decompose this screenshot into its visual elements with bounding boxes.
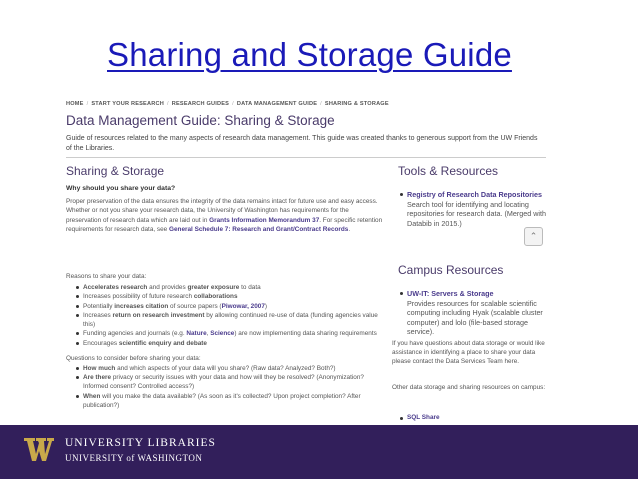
list-item: Are there privacy or security issues with your data and how will they be resolved? (Anonymization? Informed consent? Controlled access?) — [74, 373, 386, 391]
footer-bar — [0, 425, 638, 479]
divider — [66, 157, 546, 158]
breadcrumb-home[interactable]: HOME — [66, 101, 84, 107]
other-resources-list — [398, 414, 440, 421]
scroll-to-top-button[interactable] — [524, 227, 543, 246]
section-heading-campus: Campus Resources — [398, 263, 504, 277]
help-text: If you have questions about data storage or would like assistance in identifying a place to share your data please contact the Data Services Team here. — [392, 340, 545, 366]
tools-list — [398, 190, 548, 228]
footer-university-of-washington: UNIVERSITY of WASHINGTON — [65, 453, 203, 463]
breadcrumb-research-guides[interactable]: RESEARCH GUIDES — [171, 101, 230, 107]
list-item: UW-IT: Servers & Storage Provides resources for scalable scientific computing including Hyak (scalable cluster computer) and lolo (file-based storage service). — [398, 289, 548, 337]
list-item: Potentially increases citation of source papers (Piwowar, 2007) — [74, 302, 382, 311]
science-link[interactable]: Science — [210, 330, 235, 338]
questions-heading: Questions to consider before sharing your data: — [66, 355, 201, 362]
page-intro: Guide of resources related to the many aspects of research data management. This guide was created thanks to generous support from the UW Friends of the Libraries. — [66, 135, 538, 152]
list-item: Increases return on research investment by allowing continued re-use of data (funding agencies value this) — [74, 311, 382, 330]
breadcrumb-start-research[interactable]: START YOUR RESEARCH — [91, 101, 164, 107]
reasons-heading: Reasons to share your data: — [66, 273, 147, 280]
list-item: Registry of Research Data Repositories Search tool for identifying and locating repositories for research data. (Merged with Databib in 2015.) — [398, 190, 548, 228]
registry-link[interactable]: Registry of Research Data Repositories — [407, 190, 543, 199]
preservation-paragraph: Proper preservation of the data ensures the integrity of the data remains intact for future use and easy access. Whether or not you share your research data, the University of Washington has requirements for the preservation of research data which are laid out in Grants Information Memorandum 37. For specific retention requirements for research data, see General Schedule 7: Research and Grant/Contract Records. — [66, 198, 383, 234]
page-title: Data Management Guide: Sharing & Storage — [66, 113, 335, 128]
webpage-screenshot — [62, 96, 550, 424]
list-item: How much and which aspects of your data will you share? (Raw data? Analyzed? Both?) — [74, 364, 386, 373]
questions-list — [74, 364, 386, 410]
slide-title: Sharing and Storage Guide — [107, 36, 512, 73]
nature-link[interactable]: Nature — [186, 330, 207, 338]
uw-w-logo-icon — [24, 434, 54, 464]
reasons-list — [74, 283, 382, 348]
uw-it-servers-link[interactable]: UW-IT: Servers & Storage — [407, 289, 494, 298]
list-item: Increases possibility of future research collaborations — [74, 292, 382, 301]
why-share-question: Why should you share your data? — [66, 185, 176, 192]
list-item: Funding agencies and journals (e.g. Nature, Science) are now implementing data sharing requirements — [74, 329, 382, 338]
breadcrumb: HOME / START YOUR RESEARCH / RESEARCH GUIDES / DATA MANAGEMENT GUIDE / SHARING & STORAGE — [66, 101, 389, 107]
campus-list — [398, 289, 548, 337]
piwowar-link[interactable]: Piwowar, 2007 — [221, 302, 265, 310]
chevron-up-icon: ⌃ — [529, 231, 538, 241]
list-item: Encourages scientific enquiry and debate — [74, 339, 382, 348]
footer-university-libraries: UNIVERSITY LIBRARIES — [65, 437, 216, 449]
breadcrumb-sharing-storage: SHARING & STORAGE — [324, 101, 389, 107]
list-item[interactable]: SQL Share — [398, 414, 440, 421]
other-resources-text: Other data storage and sharing resources on campus: — [392, 384, 546, 391]
breadcrumb-data-management-guide[interactable]: DATA MANAGEMENT GUIDE — [236, 101, 318, 107]
list-item: When will you make the data available? (As soon as it's collected? Upon project completion? After publication?) — [74, 392, 386, 410]
section-heading-tools: Tools & Resources — [398, 164, 499, 178]
section-heading-sharing: Sharing & Storage — [66, 164, 165, 178]
list-item: Accelerates research and provides greater exposure to data — [74, 283, 382, 292]
grants-memo-link[interactable]: Grants Information Memorandum 37 — [209, 216, 320, 224]
general-schedule-link[interactable]: General Schedule 7: Research and Grant/Contract Records — [169, 226, 349, 234]
